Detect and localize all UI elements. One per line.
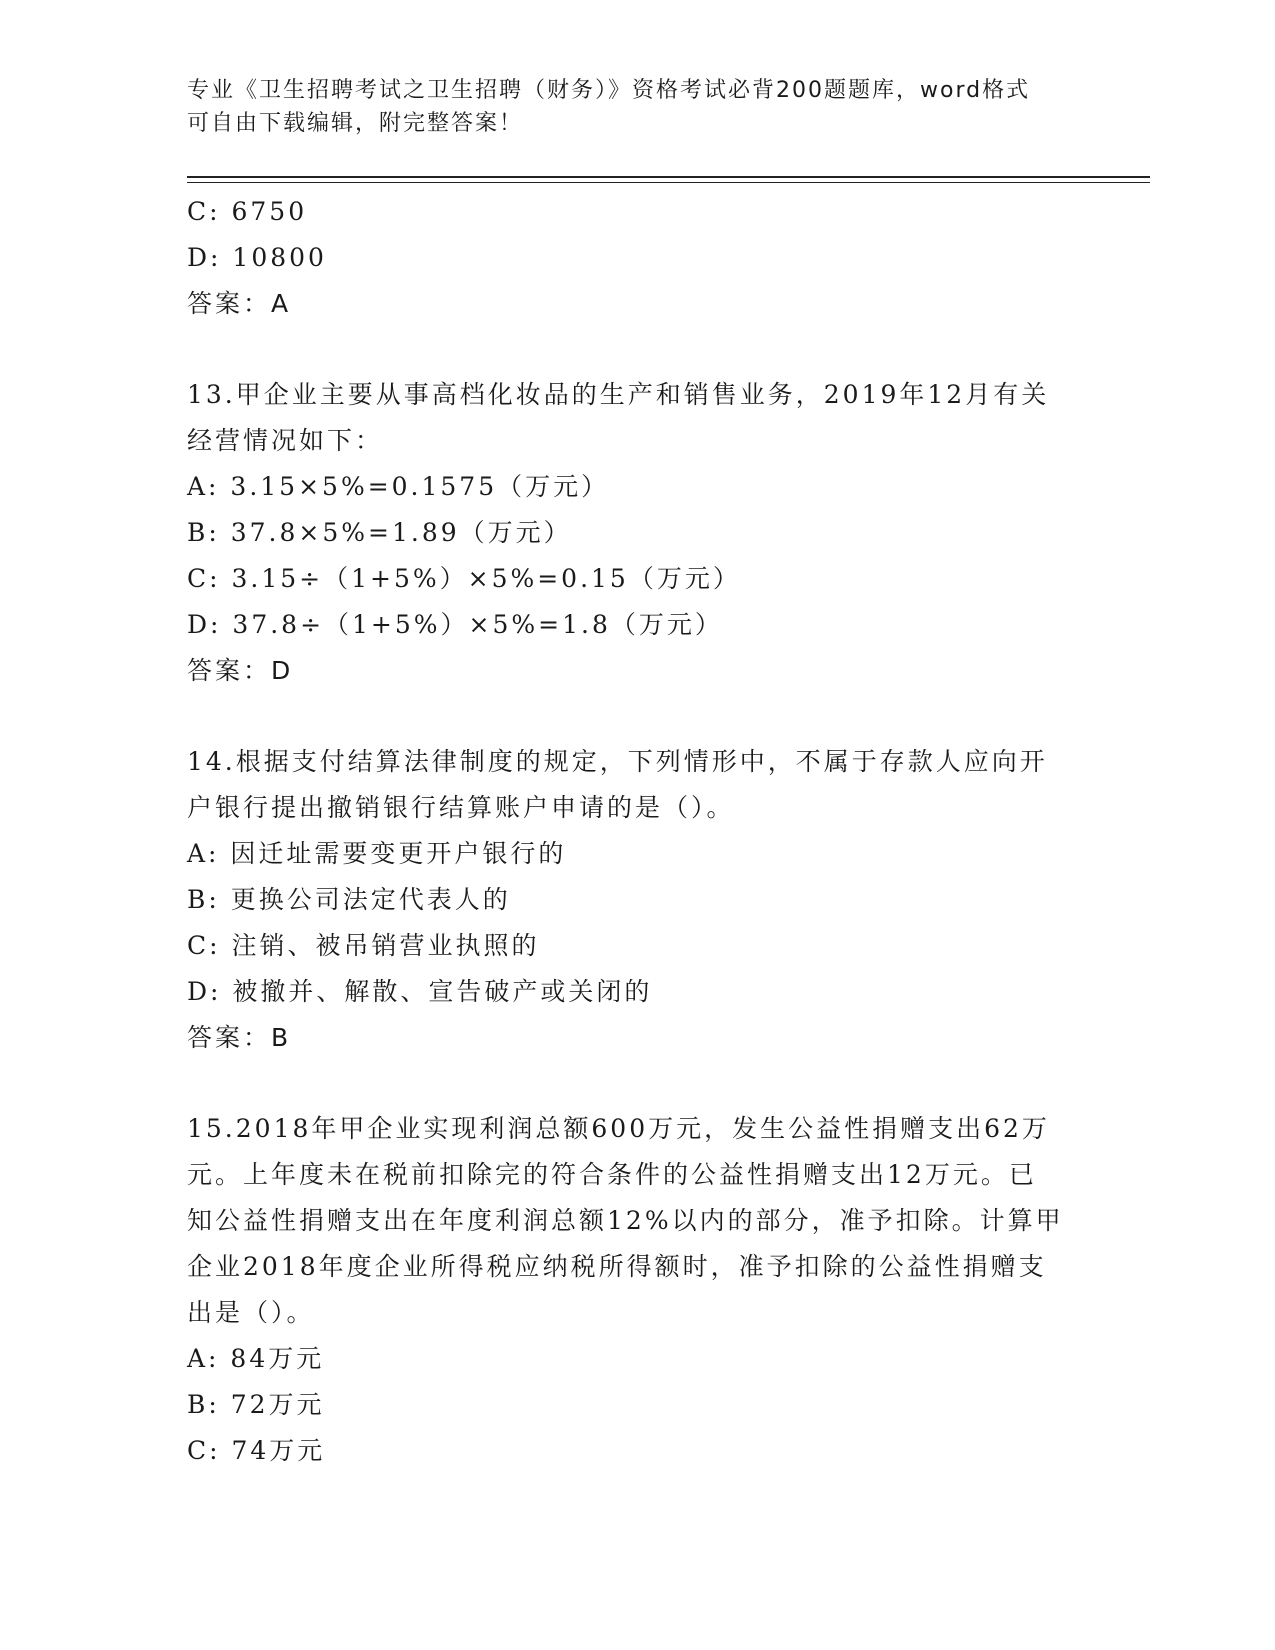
option-d: D: 被撤并、解散、宣告破产或关闭的 — [187, 977, 653, 1006]
answer-line: 答案：D — [187, 656, 294, 685]
option-d: D: 10800 — [187, 243, 327, 272]
question-stem-line: 企业2018年度企业所得税应纳税所得额时，准予扣除的公益性捐赠支 — [187, 1252, 1047, 1281]
question-13 — [187, 372, 1087, 694]
header-title-line-2: 可自由下载编辑，附完整答案！ — [187, 111, 524, 136]
option-b: B: 更换公司法定代表人的 — [187, 885, 511, 914]
question-list — [187, 189, 1087, 1474]
option-c: C: 3.15÷（1+5%）×5%=0.15（万元） — [187, 564, 741, 593]
option-d: D: 37.8÷（1+5%）×5%=1.8（万元） — [187, 610, 723, 639]
question-stem-line: 15.2018年甲企业实现利润总额600万元，发生公益性捐赠支出62万 — [187, 1114, 1050, 1143]
option-b: B: 37.8×5%=1.89（万元） — [187, 518, 572, 547]
option-c: C: 74万元 — [187, 1436, 326, 1465]
page-header — [187, 74, 1067, 140]
header-title-line-1: 专业《卫生招聘考试之卫生招聘（财务）》资格考试必背200题题库，word格式 — [187, 78, 1031, 103]
question-stem-line: 经营情况如下： — [187, 426, 384, 455]
option-a: A: 因迁址需要变更开户银行的 — [187, 839, 567, 868]
option-b: B: 72万元 — [187, 1390, 325, 1419]
answer-line: 答案：B — [187, 1023, 292, 1052]
question-stem-line: 13.甲企业主要从事高档化妆品的生产和销售业务，2019年12月有关 — [187, 380, 1050, 409]
question-stem-line: 知公益性捐赠支出在年度利润总额12%以内的部分，准予扣除。计算甲 — [187, 1206, 1064, 1235]
answer-line: 答案：A — [187, 289, 292, 318]
question-stem-line: 出是（）。 — [187, 1298, 315, 1327]
option-a: A: 3.15×5%=0.1575（万元） — [187, 472, 610, 501]
option-c: C: 6750 — [187, 197, 308, 226]
question-stem-line: 户银行提出撤销银行结算账户申请的是（）。 — [187, 793, 735, 822]
header-divider-thin — [187, 182, 1150, 183]
option-c: C: 注销、被吊销营业执照的 — [187, 931, 540, 960]
header-divider — [187, 176, 1150, 178]
question-14 — [187, 739, 1087, 1061]
option-a: A: 84万元 — [187, 1344, 325, 1373]
question-stem-line: 元。上年度未在税前扣除完的符合条件的公益性捐赠支出12万元。已 — [187, 1160, 1037, 1189]
question-15 — [187, 1106, 1087, 1474]
question-stem-line: 14.根据支付结算法律制度的规定，下列情形中，不属于存款人应向开 — [187, 747, 1048, 776]
